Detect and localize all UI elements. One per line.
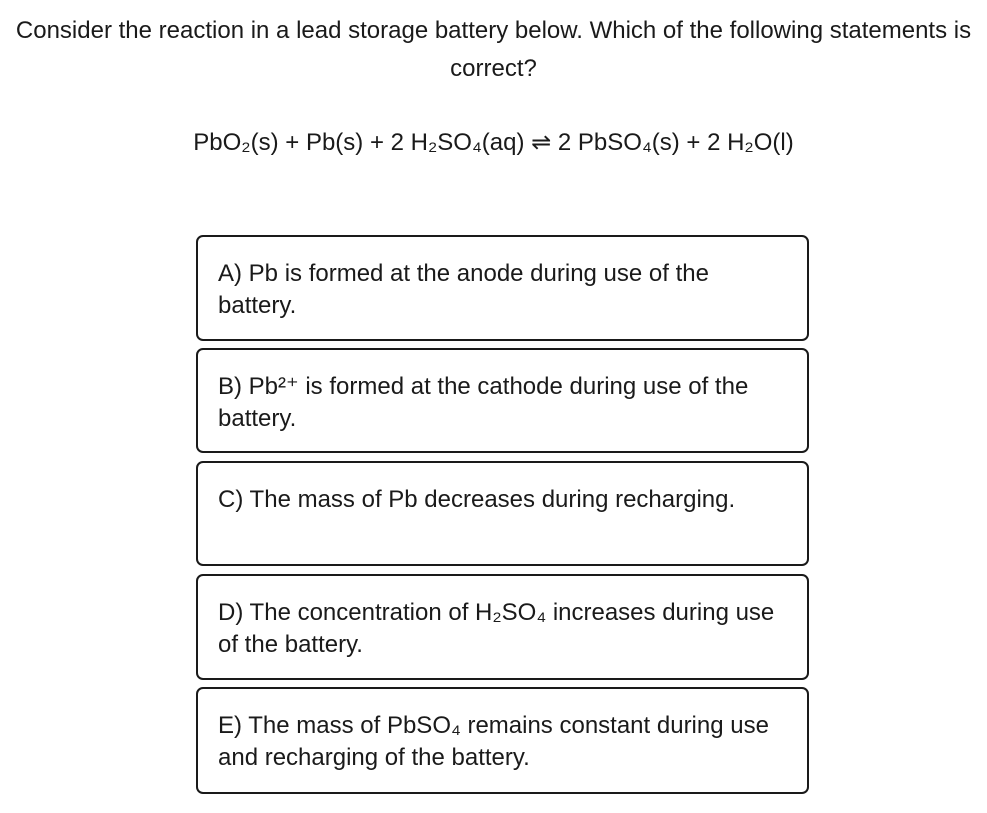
option-d[interactable]: D) The concentration of H₂SO₄ increases during use of the battery.	[196, 574, 809, 680]
question-text: Consider the reaction in a lead storage battery below. Which of the following statements is correct?	[15, 17, 972, 82]
option-c[interactable]: C) The mass of Pb decreases during recharging.	[196, 461, 809, 566]
answer-options	[196, 235, 809, 794]
reaction-equation: PbO₂(s) + Pb(s) + 2 H₂SO₄(aq) ⇌ 2 PbSO₄(s) + 2 H₂O(l)	[193, 129, 794, 156]
option-b[interactable]: B) Pb²⁺ is formed at the cathode during use of the battery.	[196, 348, 809, 453]
option-a[interactable]: A) Pb is formed at the anode during use of the battery.	[196, 235, 809, 341]
option-e[interactable]: E) The mass of PbSO₄ remains constant during use and recharging of the battery.	[196, 687, 809, 794]
